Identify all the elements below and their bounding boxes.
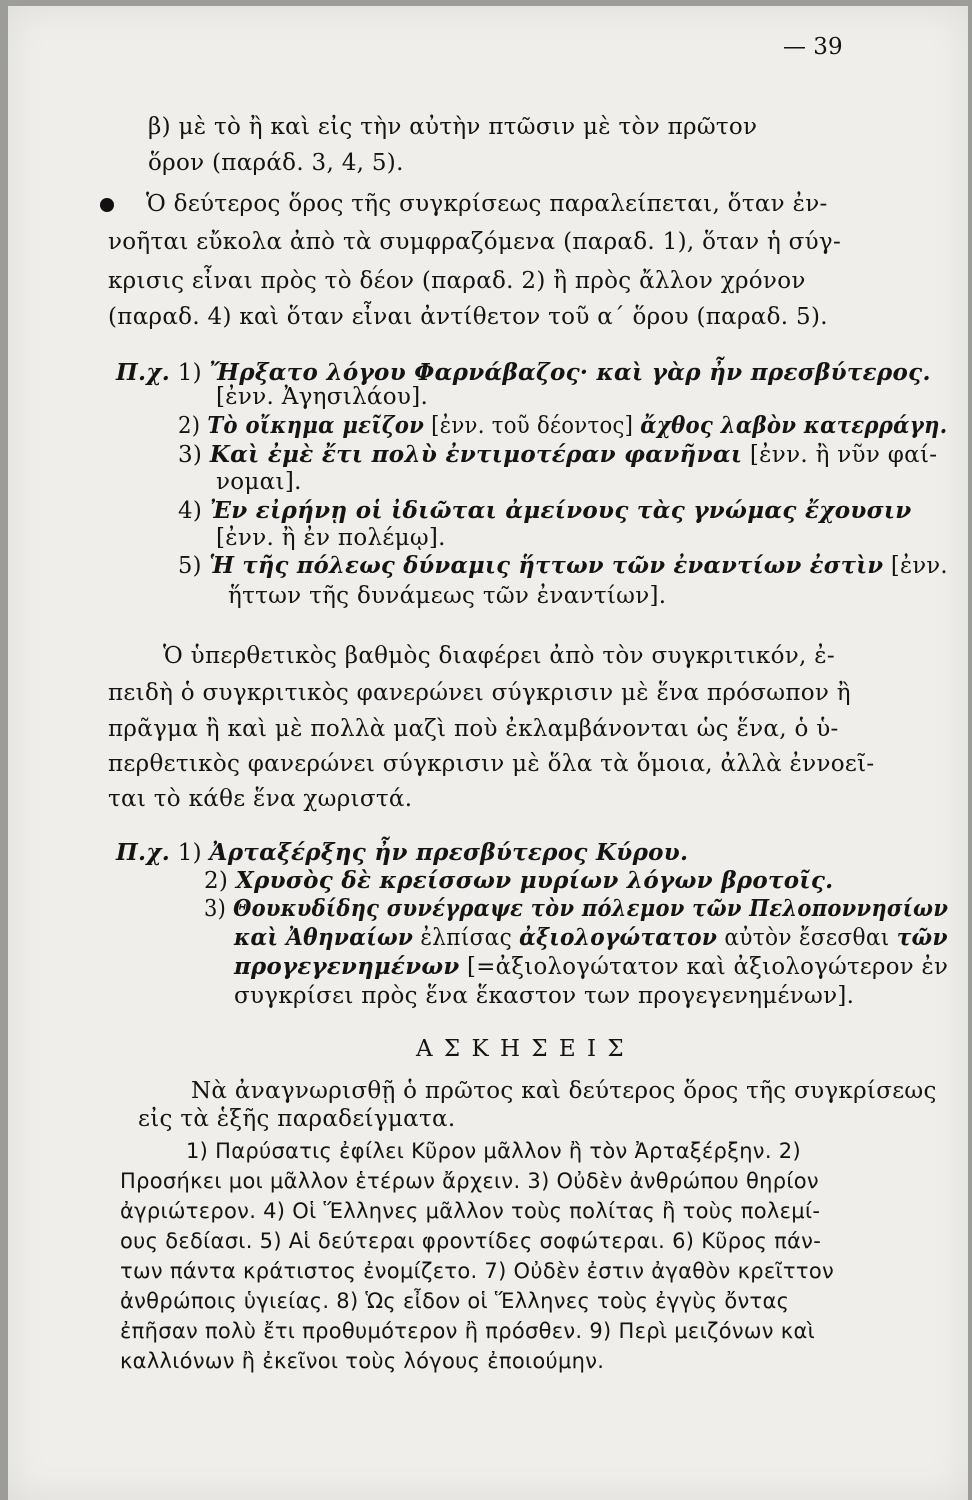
example-greek: Ἡ τῆς πόλεως δύναμις ἥττων τῶν ἐναντίων ἐστὶν (209, 552, 884, 579)
example-number: 3) (204, 896, 227, 922)
superlative-line: περθετικὸς φανερώνει σύγκρισιν μὲ ὅλα τὰ ὅμοια, ἀλλὰ ἐννοεῖ- (108, 751, 875, 777)
exercise-line: ἀνθρώποις ὑγιείας. 8) Ὡς εἶδον οἱ Ἕλληνες τοὺς ἐγγὺς ὄντας (120, 1289, 790, 1313)
example-rest: [ἐνν. (883, 553, 948, 579)
example-number: 4) (178, 498, 203, 524)
example-cont: συγκρίσει πρὸς ἕνα ἕκαστον των προγεγενημένων]. (234, 983, 855, 1009)
exercise-line: ους δεδίασι. 5) Αἱ δεύτεραι φροντίδες σοφώτεραι. 6) Κῦρος πάν- (120, 1229, 822, 1253)
superlative-line: Ὁ ὑπερθετικὸς βαθμὸς διαφέρει ἀπὸ τὸν συγκριτικόν, ἐ- (163, 643, 835, 669)
example-cont (234, 952, 948, 982)
exercises-instruction: Νὰ ἀναγνωρισθῇ ὁ πρῶτος καὶ δεύτερος ὅρος τῆς συγκρίσεως (191, 1078, 937, 1104)
example-number: 1) (177, 840, 202, 866)
example-greek: Ἐν εἰρήνῃ οἱ ἰδιῶται ἀμείνους τὰς γνώμας ἔχουσιν (209, 497, 912, 524)
example-cont: ἥττων τῆς δυνάμεως τῶν ἐναντίων]. (228, 583, 667, 609)
example-rest: [ἐνν. τοῦ δέοντος] (424, 413, 641, 439)
page-number: — 39 (783, 34, 843, 60)
example-greek: Τὸ οἴκημα μεῖζον (207, 412, 425, 439)
example-greek: Καὶ ἐμὲ ἔτι πολὺ ἐντιμοτέραν φανῆναι (209, 441, 743, 468)
example-rest: αὐτὸν ἔσεσθαι (717, 925, 897, 951)
bullet-icon (100, 198, 114, 212)
exercise-line: των πάντα κράτιστος ἐνομίζετο. 7) Οὐδὲν ἐστιν ἀγαθὸν κρεῖττον (120, 1259, 834, 1283)
example-label: Π.χ. (116, 359, 171, 386)
superlative-line: πειδὴ ὁ συγκριτικὸς φανερώνει σύγκρισιν μὲ ἕνα πρόσωπον ἢ (108, 680, 851, 706)
example-greek: Χρυσὸς δὲ κρείσσων μυρίων λόγων βροτοῖς. (235, 867, 834, 894)
exercise-line: ἐπῆσαν πολὺ ἔτι προθυμότερον ἢ πρόσθεν. 9) Περὶ μειζόνων καὶ (120, 1319, 816, 1343)
example-rest: [=ἀξιολογώτατον καὶ ἀξιολογώτερον ἐν (459, 954, 949, 980)
rule-line: κρισις εἶναι πρὸς τὸ δέον (παραδ. 2) ἢ πρὸς ἄλλον χρόνον (108, 268, 806, 294)
exercises-instruction: εἰς τὰ ἑξῆς παραδείγματα. (138, 1106, 456, 1132)
book-page (8, 6, 968, 1500)
example-cont: νομαι]. (216, 469, 302, 495)
exercise-line: Προσήκει μοι μᾶλλον ἑτέρων ἄρχειν. 3) Οὐδὲν ἀνθρώπου θηρίον (120, 1169, 819, 1193)
superlative-line: ται τὸ κάθε ἕνα χωριστά. (108, 786, 413, 812)
example-greek: προγεγενημένων (234, 953, 460, 980)
example-item (178, 411, 947, 441)
example-rest: ἐλπίσας (413, 925, 520, 951)
example-cont: [ἐνν. Ἀγησιλάου]. (216, 384, 429, 410)
rule-line: (παραδ. 4) καὶ ὅταν εἶναι ἀντίθετον τοῦ α΄ ὅρου (παραδ. 5). (108, 304, 828, 330)
example-greek: ἄχθος λαβὸν κατερράγη. (640, 412, 948, 439)
example-greek: ἀξιολογώτατον (519, 924, 718, 951)
rule-line: Ὁ δεύτερος ὅρος τῆς συγκρίσεως παραλείπεται, ὅταν ἐν- (146, 191, 828, 217)
example-cont (234, 923, 948, 953)
example-item (178, 440, 937, 470)
example-greek: Θουκυδίδης συνέγραψε τὸν πόλεμον τῶν Πελοποννησίων (233, 895, 949, 922)
example-item (116, 838, 688, 868)
exercises-heading: Α Σ Κ Η Σ Ε Ι Σ (416, 1036, 626, 1062)
example-number: 1) (177, 360, 202, 386)
example-number: 5) (178, 553, 202, 579)
rule-line: νοῆται εὔκολα ἀπὸ τὰ συμφραζόμενα (παραδ. 1), ὅταν ἡ σύγ- (108, 229, 842, 255)
example-number: 2) (204, 868, 229, 894)
example-rest: [ἐνν. ἢ νῦν φαί- (742, 442, 938, 468)
exercise-line: ἀγριώτερον. 4) Οἱ Ἕλληνες μᾶλλον τοὺς πολίτας ἢ τοὺς πολεμί- (120, 1199, 821, 1223)
example-greek: τῶν (896, 924, 948, 951)
example-item (204, 866, 833, 896)
intro-line: ὅρον (παράδ. 3, 4, 5). (148, 150, 404, 176)
superlative-line: πρᾶγμα ἢ καὶ μὲ πολλὰ μαζὶ ποὺ ἐκλαμβάνονται ὡς ἕνα, ὁ ὑ- (108, 716, 839, 742)
example-number: 2) (178, 413, 201, 439)
example-number: 3) (178, 442, 203, 468)
example-greek: Ἀρταξέρξης ἦν πρεσβύτερος Κύρου. (209, 839, 689, 866)
example-greek: Ἤρξατο λόγου Φαρνάβαζος· καὶ γὰρ ἦν πρεσβύτερος. (209, 359, 931, 386)
example-label: Π.χ. (116, 839, 171, 866)
exercise-line: καλλιόνων ἢ ἐκεῖνοι τοὺς λόγους ἐποιούμην. (120, 1349, 605, 1373)
exercise-line: 1) Παρύσατις ἐφίλει Κῦρον μᾶλλον ἢ τὸν Ἀρταξέρξην. 2) (186, 1139, 801, 1163)
intro-line: β) μὲ τὸ ἢ καὶ εἰς τὴν αὐτὴν πτῶσιν μὲ τὸν πρῶτον (148, 114, 758, 140)
example-item (178, 496, 912, 526)
example-greek: καὶ Ἀθηναίων (234, 924, 414, 951)
example-item (178, 551, 948, 581)
example-cont: [ἐνν. ἢ ἐν πολέμῳ]. (216, 525, 446, 551)
example-item (204, 894, 948, 924)
